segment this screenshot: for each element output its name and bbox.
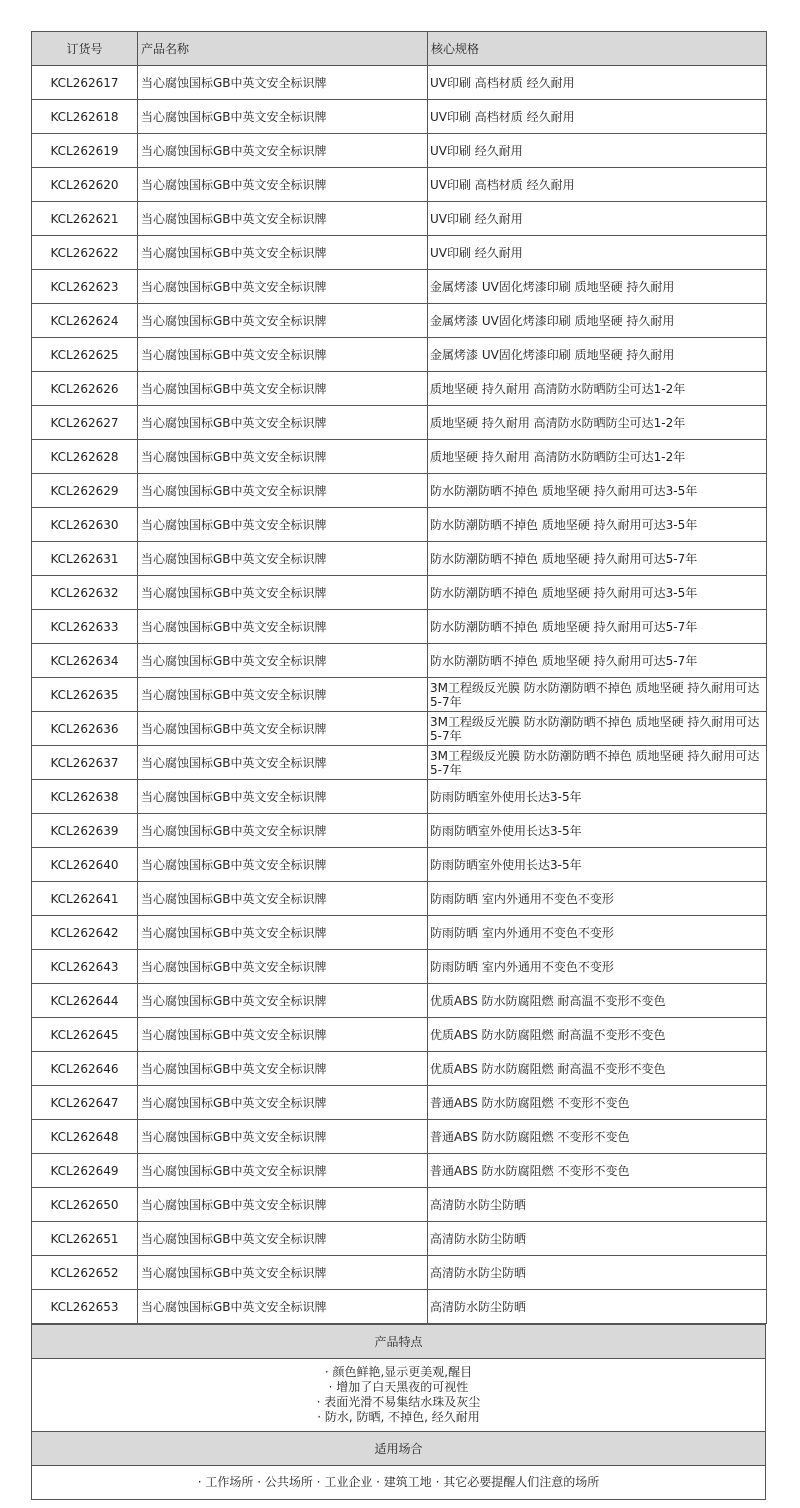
core-specs-cell: 防雨防晒室外使用长达3-5年	[428, 848, 767, 882]
product-name-cell: 当心腐蚀国标GB中英文安全标识牌	[138, 100, 428, 134]
order-number-cell: KCL262638	[32, 780, 138, 814]
core-specs-cell: UV印刷 高档材质 经久耐用	[428, 168, 767, 202]
product-name-cell: 当心腐蚀国标GB中英文安全标识牌	[138, 678, 428, 712]
core-specs-cell: 金属烤漆 UV固化烤漆印刷 质地坚硬 持久耐用	[428, 304, 767, 338]
core-specs-cell: 防雨防晒 室内外通用不变色不变形	[428, 950, 767, 984]
table-row	[32, 474, 767, 508]
order-number-cell: KCL262618	[32, 100, 138, 134]
order-number-cell: KCL262630	[32, 508, 138, 542]
product-name-cell: 当心腐蚀国标GB中英文安全标识牌	[138, 984, 428, 1018]
product-name-cell: 当心腐蚀国标GB中英文安全标识牌	[138, 1052, 428, 1086]
table-row	[32, 780, 767, 814]
table-row	[32, 984, 767, 1018]
order-number-cell: KCL262617	[32, 66, 138, 100]
product-table	[31, 31, 767, 1324]
table-row	[32, 236, 767, 270]
order-number-cell: KCL262624	[32, 304, 138, 338]
order-number-cell: KCL262625	[32, 338, 138, 372]
table-body	[32, 66, 767, 1324]
core-specs-cell: UV印刷 高档材质 经久耐用	[428, 66, 767, 100]
order-number-cell: KCL262635	[32, 678, 138, 712]
core-specs-cell: 3M工程级反光膜 防水防潮防晒不掉色 质地坚硬 持久耐用可达5-7年	[428, 712, 767, 746]
product-name-cell: 当心腐蚀国标GB中英文安全标识牌	[138, 1154, 428, 1188]
order-number-cell: KCL262637	[32, 746, 138, 780]
core-specs-cell: 高清防水防尘防晒	[428, 1222, 767, 1256]
feature-item: · 表面光滑不易集结水珠及灰尘	[316, 1395, 481, 1409]
core-specs-cell: 防雨防晒室外使用长达3-5年	[428, 780, 767, 814]
table-row	[32, 678, 767, 712]
core-specs-cell: 普通ABS 防水防腐阻燃 不变形不变色	[428, 1120, 767, 1154]
order-number-cell: KCL262619	[32, 134, 138, 168]
table-row	[32, 168, 767, 202]
product-name-cell: 当心腐蚀国标GB中英文安全标识牌	[138, 338, 428, 372]
core-specs-cell: UV印刷 经久耐用	[428, 236, 767, 270]
core-specs-cell: 金属烤漆 UV固化烤漆印刷 质地坚硬 持久耐用	[428, 270, 767, 304]
table-row	[32, 814, 767, 848]
product-name-cell: 当心腐蚀国标GB中英文安全标识牌	[138, 236, 428, 270]
table-row	[32, 372, 767, 406]
header-core-specs: 核心规格	[428, 32, 767, 66]
table-row	[32, 644, 767, 678]
order-number-cell: KCL262626	[32, 372, 138, 406]
core-specs-cell: 高清防水防尘防晒	[428, 1290, 767, 1324]
product-name-cell: 当心腐蚀国标GB中英文安全标识牌	[138, 916, 428, 950]
table-row	[32, 916, 767, 950]
product-name-cell: 当心腐蚀国标GB中英文安全标识牌	[138, 712, 428, 746]
table-row	[32, 1018, 767, 1052]
product-name-cell: 当心腐蚀国标GB中英文安全标识牌	[138, 746, 428, 780]
product-name-cell: 当心腐蚀国标GB中英文安全标识牌	[138, 1290, 428, 1324]
core-specs-cell: UV印刷 经久耐用	[428, 202, 767, 236]
core-specs-cell: 3M工程级反光膜 防水防潮防晒不掉色 质地坚硬 持久耐用可达5-7年	[428, 678, 767, 712]
feature-item: · 颜色鲜艳,显示更美观,醒目	[324, 1365, 473, 1379]
scenes-title: 适用场合	[32, 1432, 766, 1466]
product-name-cell: 当心腐蚀国标GB中英文安全标识牌	[138, 440, 428, 474]
extra-info-table	[31, 1324, 766, 1500]
core-specs-cell: 防水防潮防晒不掉色 质地坚硬 持久耐用可达3-5年	[428, 576, 767, 610]
product-name-cell: 当心腐蚀国标GB中英文安全标识牌	[138, 780, 428, 814]
order-number-cell: KCL262647	[32, 1086, 138, 1120]
order-number-cell: KCL262651	[32, 1222, 138, 1256]
order-number-cell: KCL262642	[32, 916, 138, 950]
table-row	[32, 202, 767, 236]
table-row	[32, 1154, 767, 1188]
order-number-cell: KCL262643	[32, 950, 138, 984]
table-header-row	[32, 32, 767, 66]
order-number-cell: KCL262650	[32, 1188, 138, 1222]
order-number-cell: KCL262627	[32, 406, 138, 440]
core-specs-cell: UV印刷 经久耐用	[428, 134, 767, 168]
product-name-cell: 当心腐蚀国标GB中英文安全标识牌	[138, 372, 428, 406]
feature-item: · 防水, 防晒, 不掉色, 经久耐用	[317, 1410, 480, 1424]
table-row	[32, 712, 767, 746]
core-specs-cell: 优质ABS 防水防腐阻燃 耐高温不变形不变色	[428, 1018, 767, 1052]
product-name-cell: 当心腐蚀国标GB中英文安全标识牌	[138, 1120, 428, 1154]
product-name-cell: 当心腐蚀国标GB中英文安全标识牌	[138, 882, 428, 916]
product-name-cell: 当心腐蚀国标GB中英文安全标识牌	[138, 1256, 428, 1290]
order-number-cell: KCL262633	[32, 610, 138, 644]
core-specs-cell: 质地坚硬 持久耐用 高清防水防晒防尘可达1-2年	[428, 372, 767, 406]
table-row	[32, 848, 767, 882]
product-name-cell: 当心腐蚀国标GB中英文安全标识牌	[138, 406, 428, 440]
features-title: 产品特点	[32, 1325, 766, 1359]
core-specs-cell: 防雨防晒室外使用长达3-5年	[428, 814, 767, 848]
table-row	[32, 610, 767, 644]
core-specs-cell: 防雨防晒 室内外通用不变色不变形	[428, 882, 767, 916]
order-number-cell: KCL262648	[32, 1120, 138, 1154]
core-specs-cell: 普通ABS 防水防腐阻燃 不变形不变色	[428, 1154, 767, 1188]
product-name-cell: 当心腐蚀国标GB中英文安全标识牌	[138, 1018, 428, 1052]
product-name-cell: 当心腐蚀国标GB中英文安全标识牌	[138, 134, 428, 168]
features-list	[32, 1359, 766, 1432]
product-name-cell: 当心腐蚀国标GB中英文安全标识牌	[138, 66, 428, 100]
order-number-cell: KCL262646	[32, 1052, 138, 1086]
table-row	[32, 746, 767, 780]
header-product-name: 产品名称	[138, 32, 428, 66]
table-row	[32, 1222, 767, 1256]
core-specs-cell: 高清防水防尘防晒	[428, 1256, 767, 1290]
table-row	[32, 1120, 767, 1154]
table-row	[32, 304, 767, 338]
product-name-cell: 当心腐蚀国标GB中英文安全标识牌	[138, 644, 428, 678]
table-row	[32, 1188, 767, 1222]
order-number-cell: KCL262640	[32, 848, 138, 882]
table-row	[32, 508, 767, 542]
table-row	[32, 1052, 767, 1086]
core-specs-cell: 3M工程级反光膜 防水防潮防晒不掉色 质地坚硬 持久耐用可达5-7年	[428, 746, 767, 780]
feature-item: · 增加了白天黑夜的可视性	[328, 1380, 469, 1394]
product-name-cell: 当心腐蚀国标GB中英文安全标识牌	[138, 508, 428, 542]
order-number-cell: KCL262652	[32, 1256, 138, 1290]
core-specs-cell: 防水防潮防晒不掉色 质地坚硬 持久耐用可达5-7年	[428, 542, 767, 576]
product-name-cell: 当心腐蚀国标GB中英文安全标识牌	[138, 1222, 428, 1256]
product-name-cell: 当心腐蚀国标GB中英文安全标识牌	[138, 814, 428, 848]
table-row	[32, 134, 767, 168]
scenes-text: · 工作场所 · 公共场所 · 工业企业 · 建筑工地 · 其它必要提醒人们注意的场所	[32, 1466, 766, 1500]
order-number-cell: KCL262653	[32, 1290, 138, 1324]
order-number-cell: KCL262621	[32, 202, 138, 236]
order-number-cell: KCL262634	[32, 644, 138, 678]
product-name-cell: 当心腐蚀国标GB中英文安全标识牌	[138, 270, 428, 304]
order-number-cell: KCL262620	[32, 168, 138, 202]
product-name-cell: 当心腐蚀国标GB中英文安全标识牌	[138, 168, 428, 202]
table-row	[32, 576, 767, 610]
core-specs-cell: 防水防潮防晒不掉色 质地坚硬 持久耐用可达3-5年	[428, 474, 767, 508]
core-specs-cell: 防水防潮防晒不掉色 质地坚硬 持久耐用可达3-5年	[428, 508, 767, 542]
core-specs-cell: 质地坚硬 持久耐用 高清防水防晒防尘可达1-2年	[428, 440, 767, 474]
spec-sheet	[31, 31, 766, 1500]
order-number-cell: KCL262639	[32, 814, 138, 848]
product-name-cell: 当心腐蚀国标GB中英文安全标识牌	[138, 950, 428, 984]
order-number-cell: KCL262644	[32, 984, 138, 1018]
order-number-cell: KCL262636	[32, 712, 138, 746]
product-name-cell: 当心腐蚀国标GB中英文安全标识牌	[138, 1086, 428, 1120]
product-name-cell: 当心腐蚀国标GB中英文安全标识牌	[138, 1188, 428, 1222]
core-specs-cell: 普通ABS 防水防腐阻燃 不变形不变色	[428, 1086, 767, 1120]
product-name-cell: 当心腐蚀国标GB中英文安全标识牌	[138, 610, 428, 644]
product-name-cell: 当心腐蚀国标GB中英文安全标识牌	[138, 576, 428, 610]
table-row	[32, 100, 767, 134]
table-row	[32, 338, 767, 372]
header-order-number: 订货号	[32, 32, 138, 66]
table-row	[32, 66, 767, 100]
order-number-cell: KCL262632	[32, 576, 138, 610]
order-number-cell: KCL262623	[32, 270, 138, 304]
product-name-cell: 当心腐蚀国标GB中英文安全标识牌	[138, 202, 428, 236]
core-specs-cell: 防雨防晒 室内外通用不变色不变形	[428, 916, 767, 950]
order-number-cell: KCL262631	[32, 542, 138, 576]
order-number-cell: KCL262628	[32, 440, 138, 474]
order-number-cell: KCL262629	[32, 474, 138, 508]
table-row	[32, 440, 767, 474]
table-row	[32, 1256, 767, 1290]
table-row	[32, 270, 767, 304]
core-specs-cell: 高清防水防尘防晒	[428, 1188, 767, 1222]
core-specs-cell: 防水防潮防晒不掉色 质地坚硬 持久耐用可达5-7年	[428, 610, 767, 644]
core-specs-cell: 优质ABS 防水防腐阻燃 耐高温不变形不变色	[428, 984, 767, 1018]
core-specs-cell: 优质ABS 防水防腐阻燃 耐高温不变形不变色	[428, 1052, 767, 1086]
order-number-cell: KCL262622	[32, 236, 138, 270]
table-row	[32, 882, 767, 916]
order-number-cell: KCL262641	[32, 882, 138, 916]
product-name-cell: 当心腐蚀国标GB中英文安全标识牌	[138, 304, 428, 338]
product-name-cell: 当心腐蚀国标GB中英文安全标识牌	[138, 474, 428, 508]
product-name-cell: 当心腐蚀国标GB中英文安全标识牌	[138, 848, 428, 882]
core-specs-cell: UV印刷 高档材质 经久耐用	[428, 100, 767, 134]
core-specs-cell: 质地坚硬 持久耐用 高清防水防晒防尘可达1-2年	[428, 406, 767, 440]
order-number-cell: KCL262649	[32, 1154, 138, 1188]
core-specs-cell: 金属烤漆 UV固化烤漆印刷 质地坚硬 持久耐用	[428, 338, 767, 372]
table-row	[32, 1290, 767, 1324]
core-specs-cell: 防水防潮防晒不掉色 质地坚硬 持久耐用可达5-7年	[428, 644, 767, 678]
table-row	[32, 542, 767, 576]
table-row	[32, 950, 767, 984]
table-row	[32, 1086, 767, 1120]
order-number-cell: KCL262645	[32, 1018, 138, 1052]
product-name-cell: 当心腐蚀国标GB中英文安全标识牌	[138, 542, 428, 576]
table-row	[32, 406, 767, 440]
